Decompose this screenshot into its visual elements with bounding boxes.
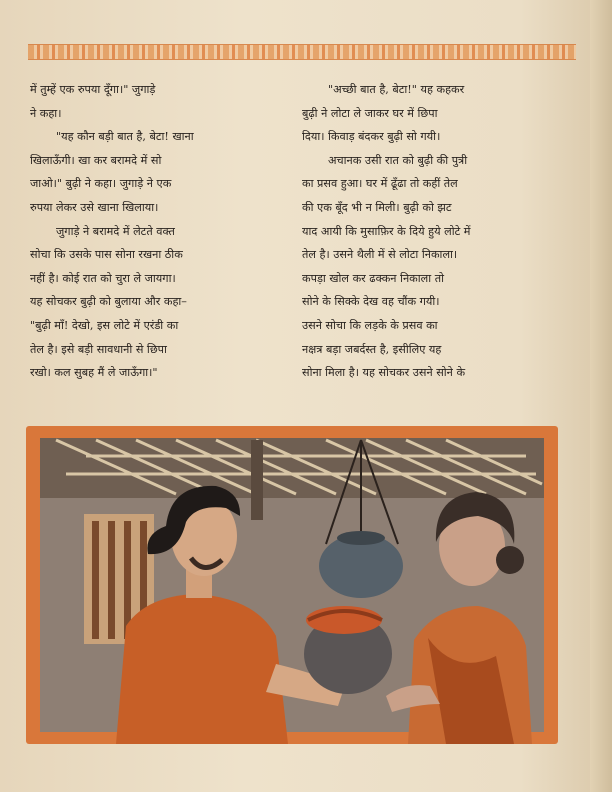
text-column-right bbox=[302, 78, 557, 385]
text-line: दिया। किवाड़ बंदकर बुढ़ी सो गयी। bbox=[302, 130, 441, 144]
lota-pot bbox=[304, 606, 392, 694]
text-line: "अच्छी बात है, बेटा!" यह कहकर bbox=[328, 83, 465, 96]
text-line: तेल है। उसने थैली में से लोटा निकाला। bbox=[302, 248, 458, 262]
text-line: की एक बूँद भी न मिली। बुढ़ी को झट bbox=[302, 200, 452, 214]
text-line: रुपया लेकर उसे खाना खिलाया। bbox=[30, 200, 159, 214]
text-line: का प्रसव हुआ। घर में ढूँढा तो कहीं तेल bbox=[302, 177, 458, 191]
text-line: बुढ़ी ने लोटा ले जाकर घर में छिपा bbox=[302, 106, 438, 120]
text-line: याद आयी कि मुसाफ़िर के दिये हुये लोटे में bbox=[302, 224, 471, 238]
text-column-left bbox=[30, 78, 285, 385]
illustration-art bbox=[26, 426, 558, 744]
text-line: अचानक उसी रात को बुढ़ी की पुत्री bbox=[328, 153, 468, 167]
text-line: यह सोचकर बुढ़ी को बुलाया और कहा– bbox=[30, 295, 187, 309]
text-line: रखो। कल सुबह मैं ले जाऊँगा।" bbox=[30, 366, 158, 380]
text-line: सोने के सिक्के देख वह चौंक गयी। bbox=[302, 295, 440, 309]
text-line: सोना मिला है। यह सोचकर उसने सोने के bbox=[302, 366, 466, 380]
text-line: ने कहा। bbox=[30, 106, 62, 120]
text-line: नहीं है। कोई रात को चुरा ले जायगा। bbox=[30, 271, 176, 285]
text-line: सोचा कि उसके पास सोना रखना ठीक bbox=[30, 248, 183, 262]
text-line: तेल है। इसे बड़ी सावधानी से छिपा bbox=[30, 342, 167, 356]
text-line: उसने सोचा कि लड़के के प्रसव का bbox=[302, 318, 438, 332]
text-line: कपड़ा खोल कर ढक्कन निकाला तो bbox=[302, 271, 444, 285]
page-edge bbox=[590, 0, 612, 792]
text-line: जाओ।" बुढ़ी ने कहा। जुगाड़े ने एक bbox=[30, 177, 172, 191]
text-line: "बुढ़ी माँ! देखो, इस लोटे में एरंडी का bbox=[30, 318, 179, 332]
text-line: नक्षत्र बड़ा जबर्दस्त है, इसीलिए यह bbox=[302, 342, 442, 356]
story-illustration bbox=[26, 426, 558, 744]
text-line: "यह कौन बड़ी बात है, बेटा! खाना bbox=[56, 130, 194, 144]
decorative-border bbox=[28, 44, 576, 60]
text-line: में तुम्हें एक रुपया दूँगा।" जुगाड़े bbox=[30, 83, 156, 96]
beam bbox=[251, 440, 263, 520]
text-line: खिलाऊँगी। खा कर बरामदे में सो bbox=[30, 153, 162, 167]
text-line: जुगाड़े ने बरामदे में लेटते वक्त bbox=[56, 224, 175, 238]
